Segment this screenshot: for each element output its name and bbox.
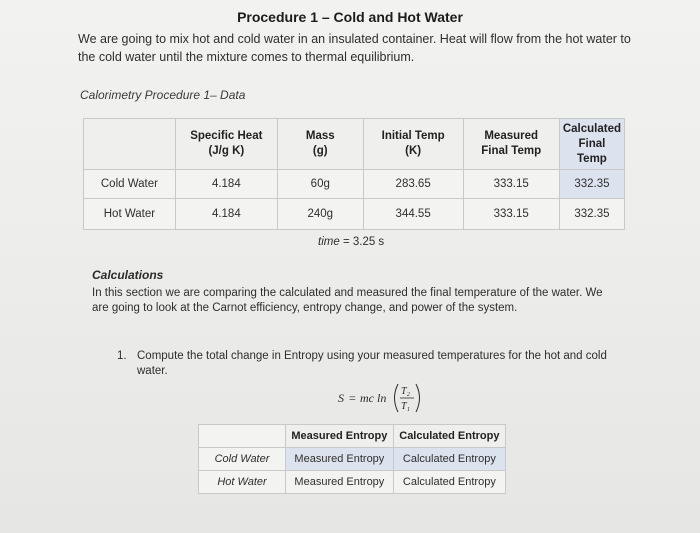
time-readout — [318, 236, 384, 248]
row-label: Cold Water — [84, 170, 176, 199]
table-cell: 332.35 — [559, 170, 624, 199]
formula-eq: = — [349, 391, 356, 405]
intro-paragraph: We are going to mix hot and cold water in an insulated container. Heat will flow from the hot water to the cold water until the mixture comes to thermal equilibrium. — [78, 32, 631, 64]
formula-left-paren — [395, 384, 399, 412]
time-value: = 3.25 s — [342, 236, 385, 248]
entropy-header-empty — [199, 425, 286, 448]
question-text: Compute the total change in Entropy using your measured temperatures for the hot and cold water. — [137, 350, 607, 377]
entropy-header-calculated: Calculated Entropy — [393, 425, 505, 448]
table-cell: 4.184 — [175, 170, 277, 199]
table-cell: 333.15 — [463, 170, 559, 199]
header-calculated-final-temp: Calculated Final Temp — [559, 119, 624, 170]
table-header-row — [84, 119, 625, 170]
entropy-measured-cell: Measured Entropy — [286, 471, 394, 494]
table-cell: 333.15 — [463, 199, 559, 230]
table-row — [199, 471, 506, 494]
table-cell: 60g — [277, 170, 363, 199]
table-row — [84, 199, 625, 230]
entropy-header-measured: Measured Entropy — [286, 425, 394, 448]
calculations-paragraph: In this section we are comparing the calculated and measured the final temperature of the water. We are going to look at the Carnot efficiency, entropy change, and power of the system. — [92, 287, 603, 314]
header-mass: Mass (g) — [277, 119, 363, 170]
table-cell: 344.55 — [363, 199, 463, 230]
page-title: Procedure 1 – Cold and Hot Water — [237, 9, 463, 25]
formula-numerator: T₂ — [401, 386, 411, 397]
header-specific-heat: Specific Heat (J/g K) — [175, 119, 277, 170]
row-label: Hot Water — [199, 471, 286, 494]
table-row — [84, 170, 625, 199]
table-row — [199, 448, 506, 471]
formula-rhs: mc ln — [360, 391, 387, 405]
entropy-calculated-cell: Calculated Entropy — [393, 448, 505, 471]
entropy-calculated-cell: Calculated Entropy — [393, 471, 505, 494]
formula-denominator: T₁ — [401, 401, 411, 412]
table-cell: 283.65 — [363, 170, 463, 199]
calculations-heading: Calculations — [92, 268, 164, 282]
table-cell: 240g — [277, 199, 363, 230]
question-number: 1. — [117, 350, 127, 362]
header-empty-cell — [84, 119, 176, 170]
formula-lhs: S — [338, 391, 344, 405]
data-subheading: Calorimetry Procedure 1– Data — [80, 88, 246, 102]
row-label: Hot Water — [84, 199, 176, 230]
entropy-header-row — [199, 425, 506, 448]
header-initial-temp: Initial Temp (K) — [363, 119, 463, 170]
time-label: time — [318, 236, 340, 248]
header-measured-final-temp: Measured Final Temp — [463, 119, 559, 170]
table-cell: 4.184 — [175, 199, 277, 230]
row-label: Cold Water — [199, 448, 286, 471]
table-cell: 332.35 — [559, 199, 624, 230]
formula-right-paren — [416, 384, 420, 412]
entropy-table — [198, 424, 506, 494]
entropy-formula — [338, 380, 438, 416]
entropy-measured-cell: Measured Entropy — [286, 448, 394, 471]
calorimetry-data-table — [83, 118, 625, 230]
